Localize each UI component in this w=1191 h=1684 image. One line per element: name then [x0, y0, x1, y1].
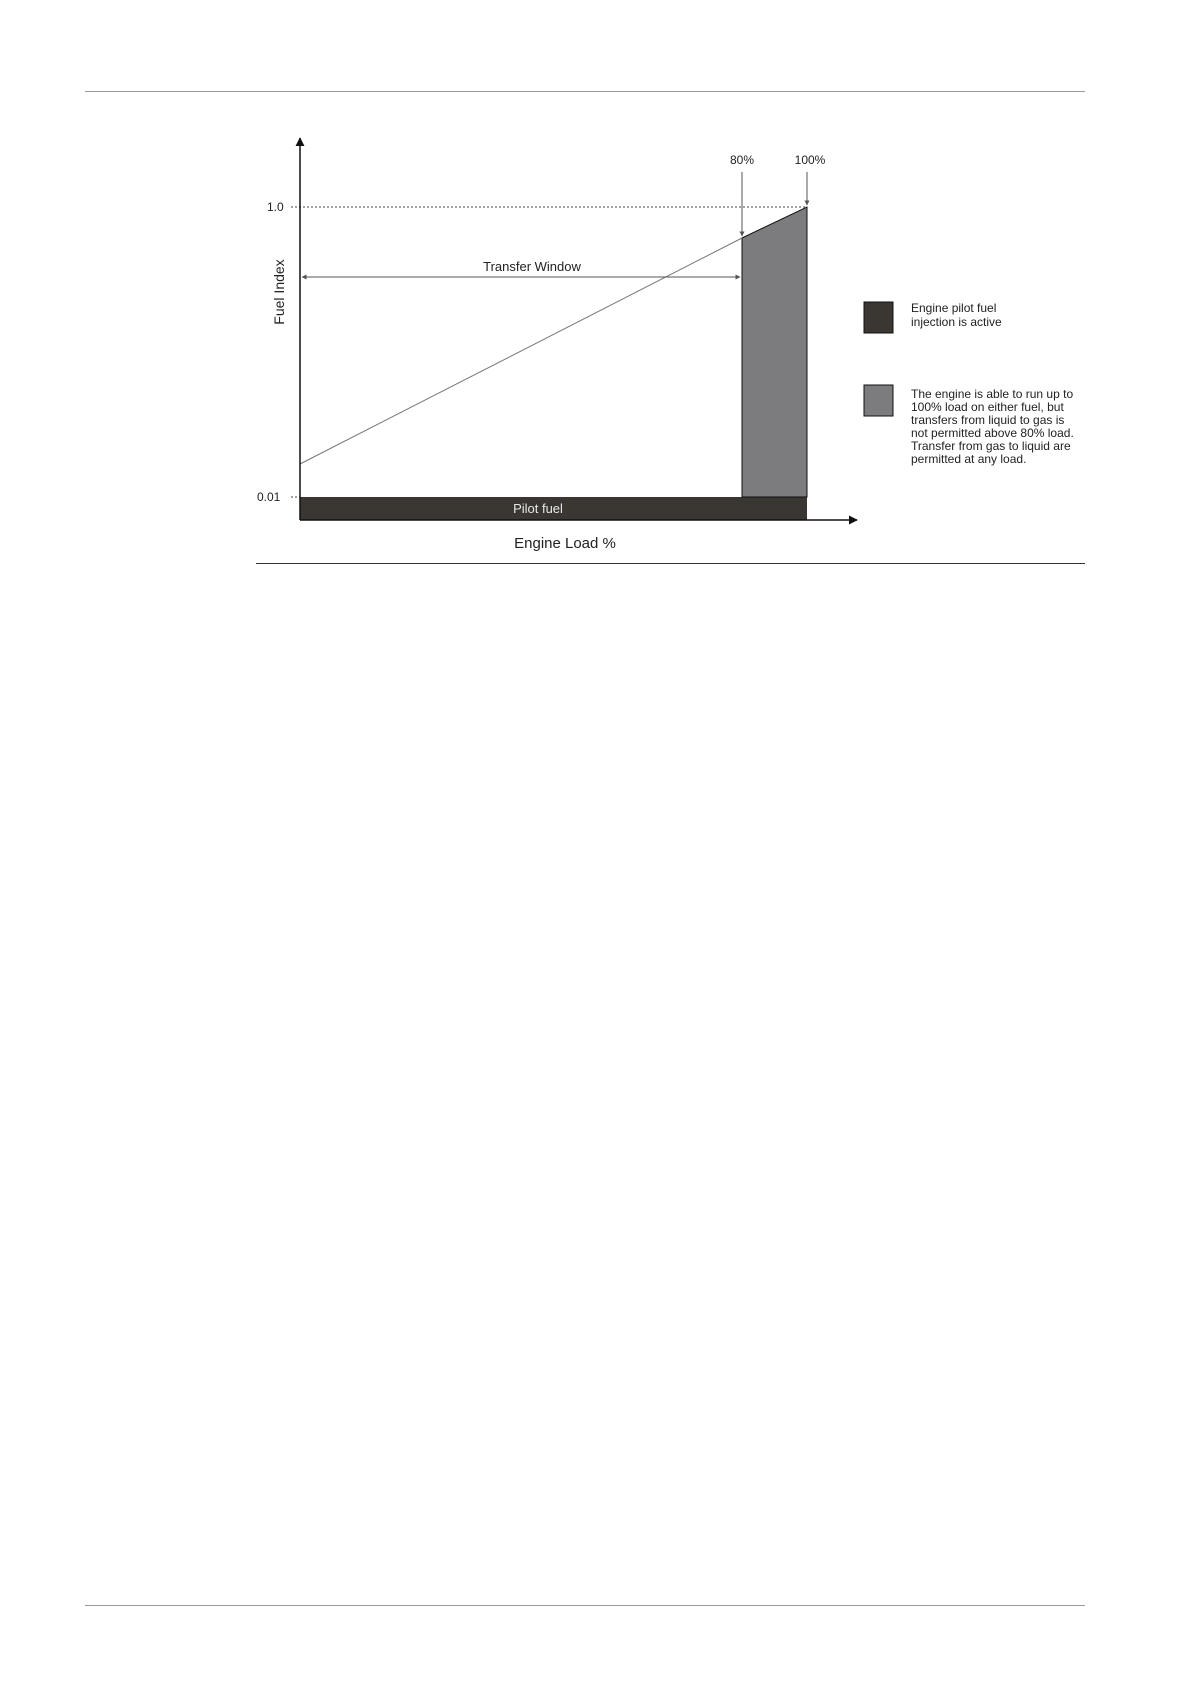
marker-80-label: 80% — [729, 153, 755, 167]
legend-pilot-swatch — [864, 302, 893, 333]
x-axis-label: Engine Load % — [514, 535, 616, 552]
legend-gas-line1: The engine is able to run up to — [911, 387, 1074, 401]
legend-gas-swatch — [864, 385, 893, 416]
y-axis-label: Fuel Index — [271, 259, 287, 325]
legend-pilot-line1: Engine pilot fuel — [911, 301, 997, 315]
marker-100-label: 100% — [794, 153, 826, 167]
legend-gas-line6: permitted at any load. — [911, 452, 1027, 466]
y-tick-1: 1.0 — [267, 200, 284, 214]
legend-gas-line5: Transfer from gas to liquid are — [911, 439, 1071, 453]
y-tick-001: 0.01 — [257, 490, 281, 504]
transfer-window-label: Transfer Window — [483, 259, 581, 274]
figure-bottom-rule — [256, 563, 1085, 564]
footer-rule — [85, 1605, 1085, 1606]
pilot-fuel-label: Pilot fuel — [513, 501, 563, 516]
legend-gas-line3: transfers from liquid to gas is — [911, 413, 1065, 427]
legend-gas-line4: not permitted above 80% load. — [911, 426, 1074, 440]
gas-only-region — [742, 207, 807, 497]
legend-gas-line2: 100% load on either fuel, but — [911, 400, 1064, 414]
legend-pilot-line2: injection is active — [911, 315, 1002, 329]
